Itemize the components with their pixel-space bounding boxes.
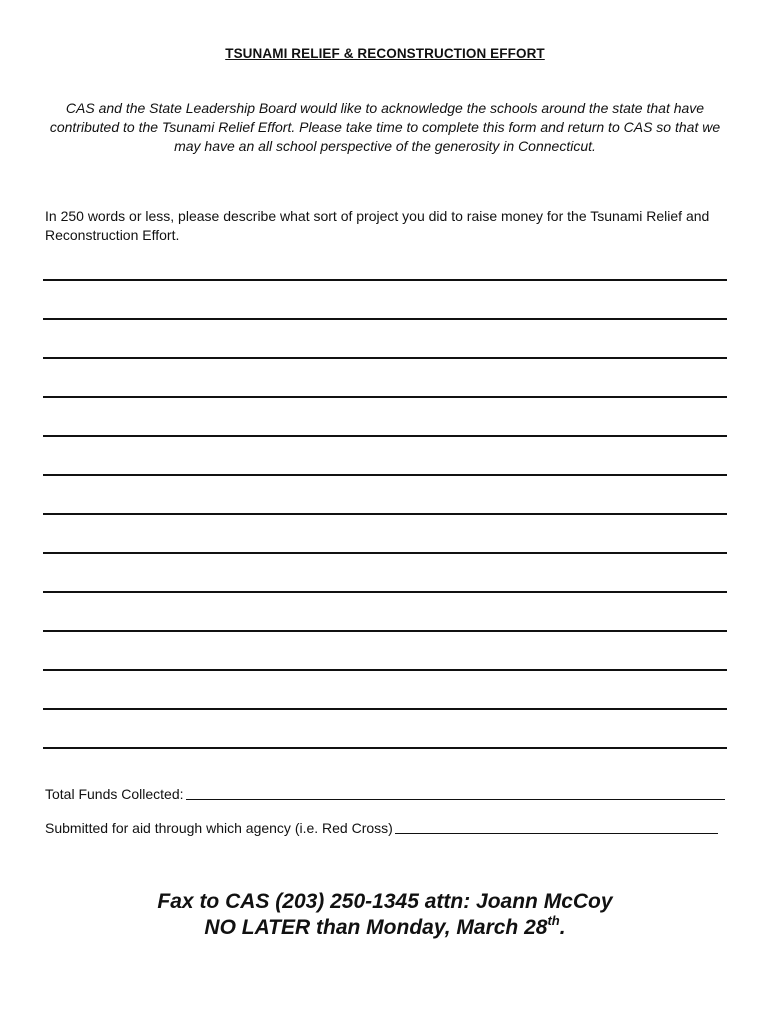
deadline-line xyxy=(0,915,770,941)
total-funds-blank[interactable] xyxy=(186,799,725,800)
project-description-prompt: In 250 words or less, please describe what sort of project you did to raise money for the Tsunami Relief and Reconstruction Effort. xyxy=(45,208,710,243)
answer-line[interactable] xyxy=(43,669,727,671)
agency-blank[interactable] xyxy=(395,833,718,834)
deadline-period: . xyxy=(559,916,566,939)
fax-instructions xyxy=(0,889,770,941)
total-funds-field[interactable] xyxy=(45,785,725,803)
answer-line[interactable] xyxy=(43,513,727,515)
total-funds-label: Total Funds Collected: xyxy=(45,786,184,802)
answer-line[interactable] xyxy=(43,318,727,320)
answer-line[interactable] xyxy=(43,708,727,710)
answer-line[interactable] xyxy=(43,435,727,437)
answer-line[interactable] xyxy=(43,279,727,281)
answer-line[interactable] xyxy=(43,552,727,554)
answer-line[interactable] xyxy=(43,396,727,398)
answer-line[interactable] xyxy=(43,591,727,593)
deadline-text: NO LATER than Monday, March 28 xyxy=(204,916,548,939)
answer-line[interactable] xyxy=(43,357,727,359)
agency-label: Submitted for aid through which agency (i.e. Red Cross) xyxy=(45,820,393,836)
form-title: TSUNAMI RELIEF & RECONSTRUCTION EFFORT xyxy=(225,46,545,61)
fax-line: Fax to CAS (203) 250-1345 attn: Joann McCoy xyxy=(157,890,613,913)
deadline-ordinal: th xyxy=(547,913,560,928)
answer-line[interactable] xyxy=(43,474,727,476)
intro-paragraph: CAS and the State Leadership Board would like to acknowledge the schools around the state that have contributed to the Tsunami Relief Effort. Please take time to complete this form and return to CAS so that we may have an all school perspective of the generosity in Connecticut. xyxy=(49,100,721,154)
answer-line[interactable] xyxy=(43,630,727,632)
agency-field[interactable] xyxy=(45,819,718,837)
answer-line[interactable] xyxy=(43,747,727,749)
